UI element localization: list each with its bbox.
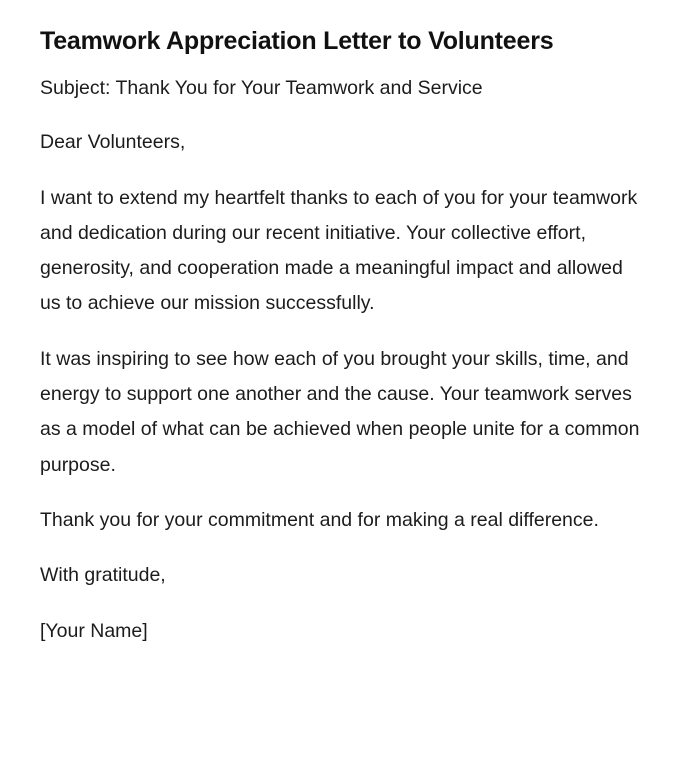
letter-paragraph-3: Thank you for your commitment and for making a real difference.	[40, 508, 599, 531]
letter-paragraph-1: I want to extend my heartfelt thanks to each of you for your teamwork and dedication during our recent initiative. Your collective effort, generosity, and cooperation made a meaningful impact and allowed us to achieve our mission successfully.	[40, 186, 638, 315]
letter-salutation: Dear Volunteers,	[40, 131, 186, 154]
letter-title: Teamwork Appreciation Letter to Volunteers	[40, 27, 554, 55]
letter-paragraph-2: It was inspiring to see how each of you brought your skills, time, and energy to support one another and the cause. Your teamwork serves as a model of what can be achieved when people unite for a common purpose.	[40, 347, 640, 476]
letter-closing: With gratitude,	[40, 564, 166, 587]
letter-subject: Subject: Thank You for Your Teamwork and Service	[40, 77, 483, 99]
letter-signature: [Your Name]	[40, 619, 148, 642]
